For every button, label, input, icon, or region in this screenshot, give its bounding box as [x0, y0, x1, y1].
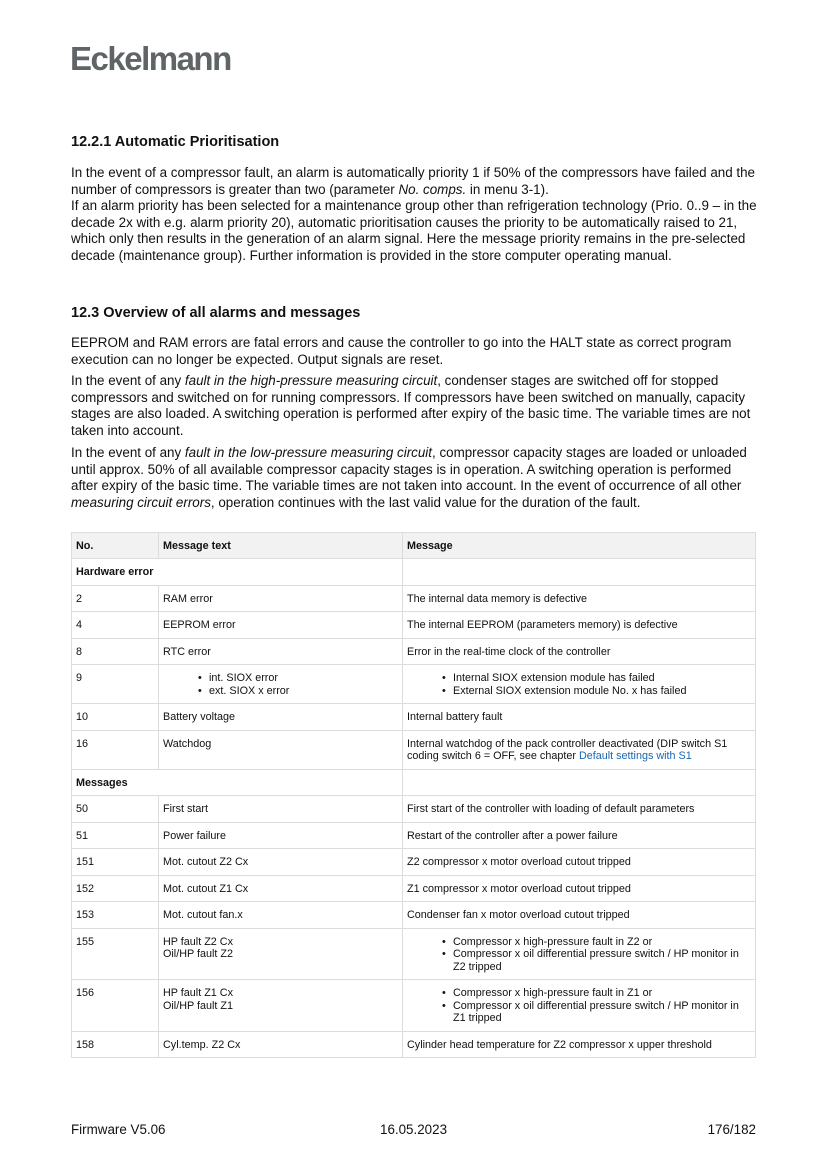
footer-date: 16.05.2023: [380, 1122, 448, 1137]
footer-page-number: 176/182: [707, 1122, 756, 1137]
table-row: 152 Mot. cutout Z1 Cx Z1 compressor x motor overload cutout tripped: [72, 875, 756, 902]
section-heading-12-2-1: 12.2.1 Automatic Prioritisation: [71, 134, 280, 150]
section-heading-12-3: 12.3 Overview of all alarms and messages: [71, 305, 361, 321]
paragraph-maintenance-group: If an alarm priority has been selected for a maintenance group other than refrigeration technology (Prio. 0..9 – in the decade 2x with e.g. alarm priority 20), automatic prioritisation causes the priority to be automatically raised to 21, which only then results in the generation of an alarm signal. Here the message priority remains in the pre-selected decade (maintenance group). Further information is provided in the store computer operating manual.: [71, 198, 757, 264]
header-message-text: Message text: [159, 533, 403, 559]
paragraph-high-pressure: In the event of any fault in the high-pressure measuring circuit, condenser stages are switched off for stopped compressors and switched on for running compressors. If compressors have been switched on manually, capacity stages are also loaded. A switching operation is performed after expiry of the basic time. The variable times are not taken into account.: [71, 373, 751, 439]
table-row: 51 Power failure Restart of the controller after a power failure: [72, 822, 756, 849]
table-row: 8 RTC error Error in the real-time clock of the controller: [72, 638, 756, 665]
table-row: 50 First start First start of the controller with loading of default parameters: [72, 796, 756, 823]
table-row: 16 Watchdog Internal watchdog of the pack controller deactivated (DIP switch S1 coding switch 6 = OFF, see chapter Default settings with S1: [72, 730, 756, 769]
table-row: 151 Mot. cutout Z2 Cx Z2 compressor x motor overload cutout tripped: [72, 849, 756, 876]
table-row: 9 • int. SIOX error • ext. SIOX x error • Internal SIOX extension module has failed • External SIOX extension module No. x has failed: [72, 665, 756, 704]
table-row: 10 Battery voltage Internal battery fault: [72, 704, 756, 731]
table-row: 155 HP fault Z2 Cx Oil/HP fault Z2 • Compressor x high-pressure fault in Z2 or • Compressor x oil differential pressure switch / HP monitor in Z2 tripped: [72, 928, 756, 980]
group-row-messages: Messages: [72, 769, 756, 796]
table-header-row: [72, 533, 756, 559]
paragraph-eeprom-ram: EEPROM and RAM errors are fatal errors and cause the controller to go into the HALT state as correct program execution can no longer be expected. Output signals are reset.: [71, 335, 732, 367]
eckelmann-logo: Eckelmann: [70, 40, 231, 77]
alarms-table: [71, 532, 756, 1058]
header-message: Message: [403, 533, 756, 559]
table-row: 153 Mot. cutout fan.x Condenser fan x motor overload cutout tripped: [72, 902, 756, 929]
table-row: 4 EEPROM error The internal EEPROM (parameters memory) is defective: [72, 612, 756, 639]
group-row-hardware: Hardware error: [72, 559, 756, 586]
table-row: 2 RAM error The internal data memory is defective: [72, 585, 756, 612]
table-row: 158 Cyl.temp. Z2 Cx Cylinder head temperature for Z2 compressor x upper threshold: [72, 1031, 756, 1058]
paragraph-low-pressure: In the event of any fault in the low-pressure measuring circuit, compressor capacity stages are loaded or unloaded until approx. 50% of all available compressor capacity stages is in operation. A switching operation is performed after expiry of the basic time. The variable times are not taken into account. In the event of occurrence of all other measuring circuit errors, operation continues with the last valid value for the duration of the fault.: [71, 445, 747, 511]
default-settings-link[interactable]: Default settings with S1: [578, 750, 692, 762]
paragraph-compressor-fault: In the event of a compressor fault, an alarm is automatically priority 1 if 50% of the compressors have failed and the number of compressors is greater than two (parameter No. comps. in menu 3-1).: [71, 165, 756, 197]
header-no: No.: [72, 533, 159, 559]
table-row: 156 HP fault Z1 Cx Oil/HP fault Z1 • Compressor x high-pressure fault in Z1 or • Compressor x oil differential pressure switch / HP monitor in Z1 tripped: [72, 980, 756, 1032]
footer-firmware: Firmware V5.06: [71, 1122, 166, 1137]
